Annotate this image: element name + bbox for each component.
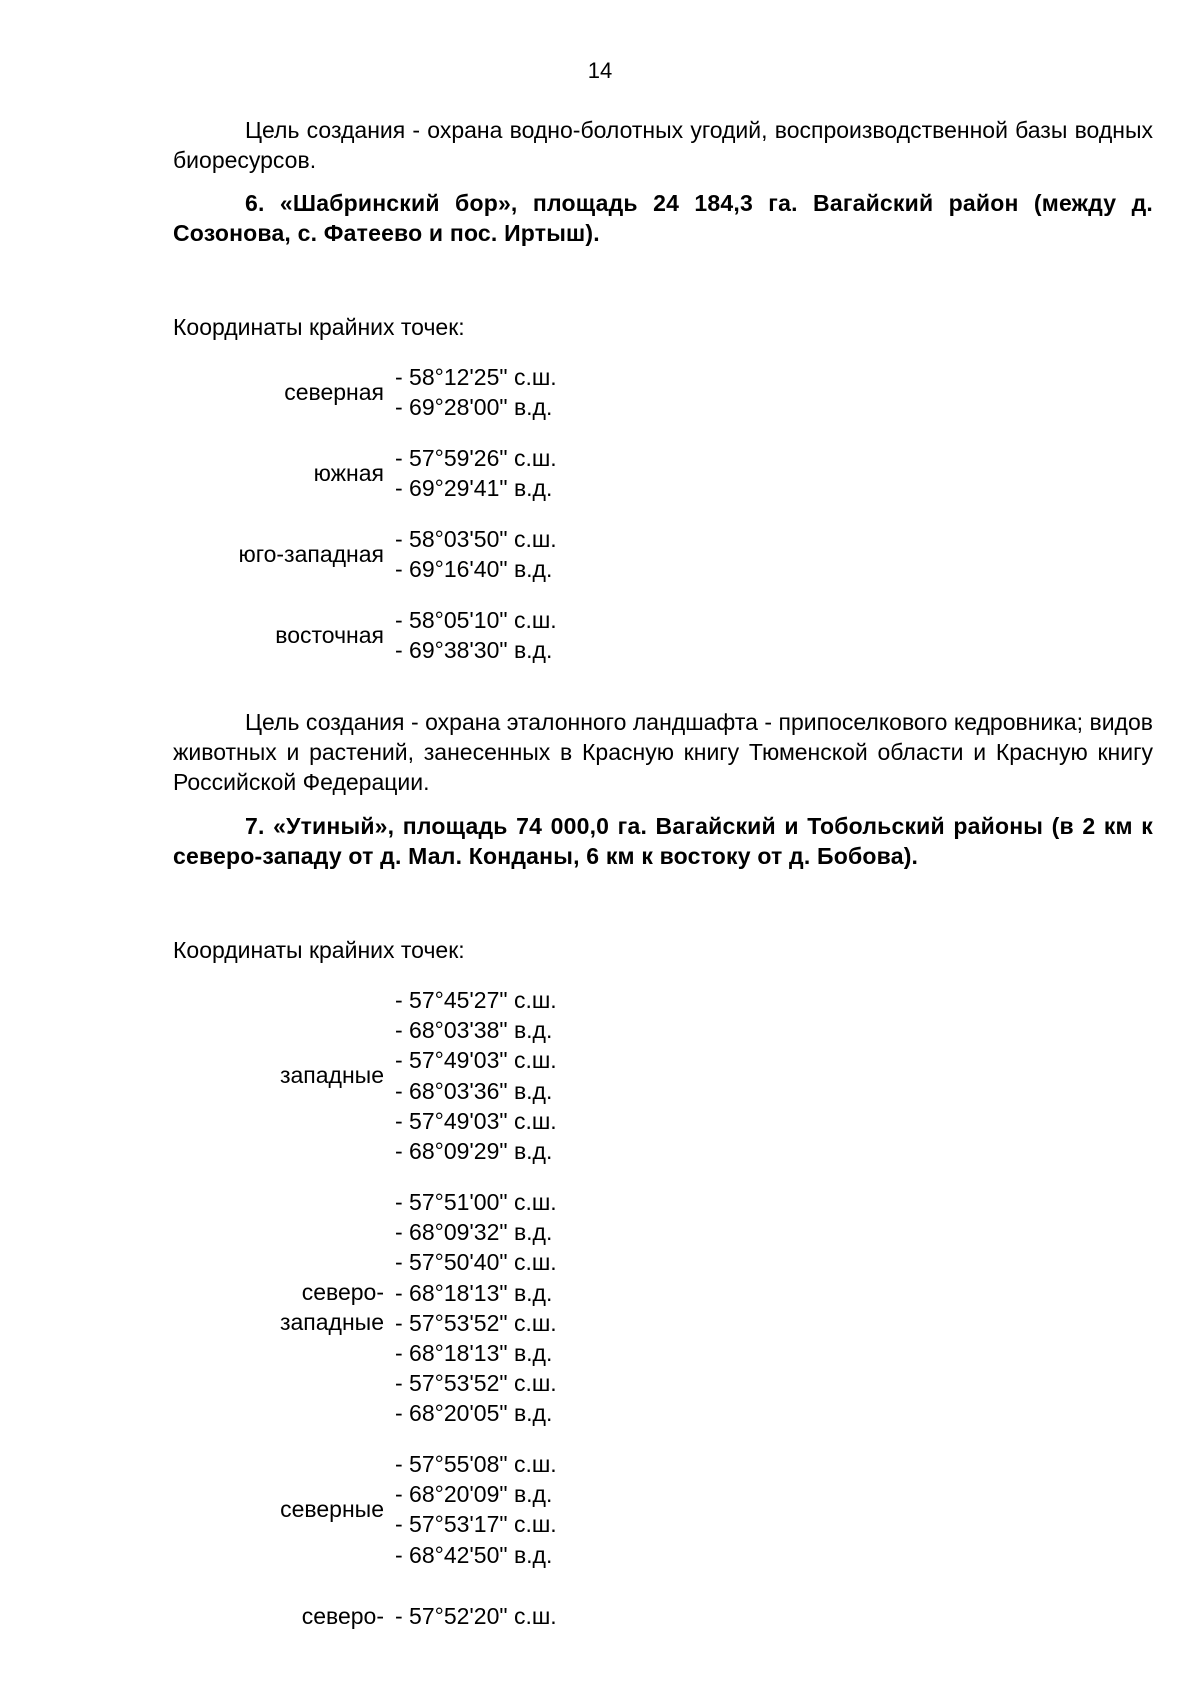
coord-value: - 68°18'13" в.д. (395, 1339, 553, 1366)
coord-group-label: северо- (301, 1603, 384, 1629)
coord-group-label: северная (284, 379, 384, 405)
coord-values (395, 1449, 557, 1570)
coord-value: - 69°28'00" в.д. (395, 394, 553, 421)
coord-value: - 68°20'05" в.д. (395, 1400, 553, 1427)
coord-value: - 68°20'09" в.д. (395, 1481, 553, 1508)
paragraph-purpose-1: Цель создания - охрана водно-болотных угодий, воспроизводственной базы водных биоресурсов. (173, 117, 1153, 173)
coord-values (395, 605, 557, 665)
coord-value: - 57°49'03" с.ш. (395, 1047, 557, 1074)
coord-value: - 58°12'25" с.ш. (395, 364, 557, 390)
coord-group-label: западные (279, 1062, 384, 1088)
coord-value: - 69°29'41" в.д. (395, 475, 553, 502)
coord-value: - 68°42'50" в.д. (395, 1541, 553, 1568)
coord-value: - 57°52'20" с.ш. (395, 1603, 557, 1629)
coord-value: - 58°03'50" с.ш. (395, 526, 557, 552)
coord-value: - 69°38'30" в.д. (395, 637, 553, 664)
coord-group-label: южная (313, 460, 384, 486)
coord-values (395, 1187, 557, 1429)
coord-value: - 57°53'52" с.ш. (395, 1309, 557, 1336)
coord-values (395, 362, 557, 422)
coord-group-label: северные (280, 1496, 384, 1522)
paragraph-purpose-2: Цель создания - охрана эталонного ландшафта - припоселкового кедровника; видов животных и растений, занесенных в Красную книгу Тюменской области и Красную книгу Российской Федерации. (173, 709, 1153, 795)
coord-values (395, 1601, 557, 1631)
coord-group-label: восточная (275, 622, 384, 648)
coord-value: - 57°55'08" с.ш. (395, 1451, 557, 1477)
coord-value: - 57°53'17" с.ш. (395, 1511, 557, 1538)
coord-value: - 68°03'36" в.д. (395, 1077, 553, 1104)
coord-group-label: западные (279, 1309, 384, 1335)
coord-values (395, 985, 557, 1166)
coord-value: - 68°18'13" в.д. (395, 1279, 553, 1306)
coord-value: - 57°59'26" с.ш. (395, 445, 557, 471)
coord-value: - 57°51'00" с.ш. (395, 1189, 557, 1215)
coord-value: - 68°09'32" в.д. (395, 1219, 553, 1246)
page-number: 14 (587, 58, 613, 83)
coord-values (395, 443, 557, 503)
coord-value: - 68°03'38" в.д. (395, 1017, 553, 1044)
coordinates-label: Координаты крайних точек: (173, 314, 465, 340)
coord-value: - 57°45'27" с.ш. (395, 987, 557, 1013)
coord-value: - 57°53'52" с.ш. (395, 1370, 557, 1397)
coordinates-label: Координаты крайних точек: (173, 937, 465, 963)
coord-value: - 57°50'40" с.ш. (395, 1249, 557, 1276)
coord-group-label: северо- (301, 1279, 384, 1305)
coord-value: - 69°16'40" в.д. (395, 556, 553, 583)
coord-value: - 58°05'10" с.ш. (395, 607, 557, 633)
section-heading-7: 7. «Утиный», площадь 74 000,0 га. Вагайский и Тобольский районы (в 2 км к северо-западу от д. Мал. Конданы, 6 км к востоку от д. Бобова). (173, 813, 1153, 869)
coord-value: - 57°49'03" с.ш. (395, 1107, 557, 1134)
coord-values (395, 524, 557, 584)
coord-value: - 68°09'29" в.д. (395, 1137, 553, 1164)
section-heading-6: 6. «Шабринский бор», площадь 24 184,3 га. Вагайский район (между д. Созонова, с. Фатеево и пос. Иртыш). (173, 190, 1153, 246)
coord-group-label: юго-западная (238, 541, 384, 567)
